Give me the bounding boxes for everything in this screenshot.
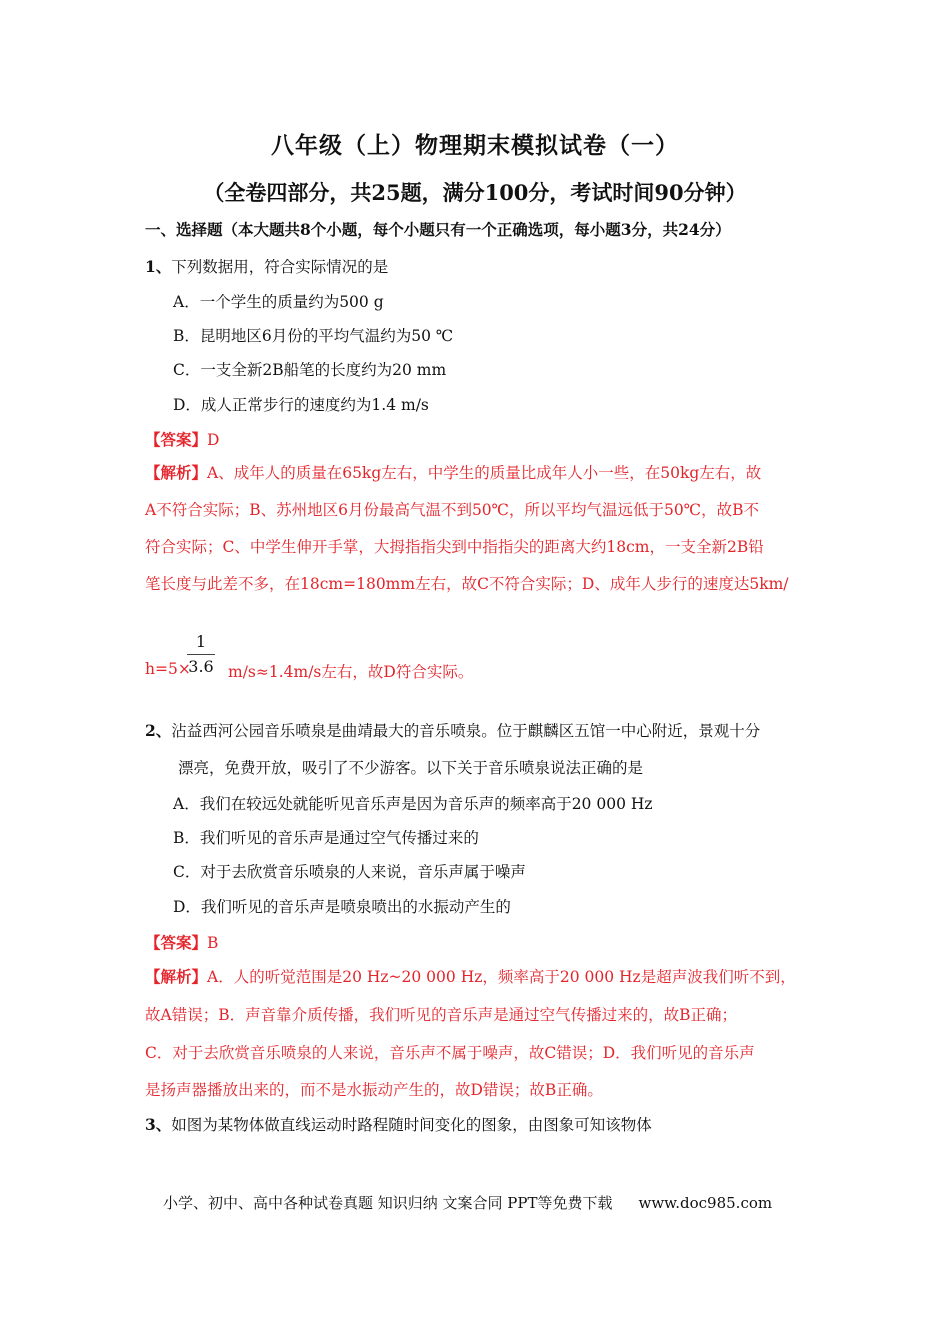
question-stem-cont: 漂亮，免费开放，吸引了不少游客。以下关于音乐喷泉说法正确的是 — [178, 759, 644, 777]
analysis-tag: 【解析】 — [145, 967, 208, 986]
answer-tag: 【答案】 — [145, 933, 208, 952]
analysis-1-line: 笔长度与此差不多，在18cm=180mm左右，故C不符合实际；D、成年人步行的速度达5km/ — [145, 575, 789, 593]
option-b: B．昆明地区6月份的平均气温约为50 ℃ — [173, 327, 454, 345]
question-number: 3、 — [145, 1115, 172, 1134]
fraction — [187, 632, 215, 677]
footer-url[interactable]: www.doc985.com — [638, 1194, 773, 1212]
answer-1 — [145, 428, 219, 450]
question-stem: 下列数据用，符合实际情况的是 — [171, 258, 389, 276]
analysis-tag: 【解析】 — [145, 463, 208, 482]
analysis-2-line — [145, 965, 796, 987]
formula-suffix: m/s≈1.4m/s左右，故D符合实际。 — [228, 663, 474, 681]
option-b: B．我们听见的音乐声是通过空气传播过来的 — [173, 829, 479, 847]
fraction-numerator: 1 — [195, 632, 207, 651]
page-subtitle: （全卷四部分，共25题，满分100分，考试时间90分钟） — [203, 180, 747, 205]
analysis-1-line: 符合实际；C、中学生伸开手掌，大拇指指尖到中指指尖的距离大约18cm，一支全新2B铅 — [145, 538, 764, 556]
section-heading: 一、选择题（本大题共8个小题，每个小题只有一个正确选项，每小题3分，共24分） — [145, 220, 731, 239]
fraction-denominator: 3.6 — [188, 657, 214, 676]
analysis-text: A．人的听觉范围是20 Hz~20 000 Hz，频率高于20 000 Hz是超声波我们听不到， — [207, 968, 796, 986]
question-stem: 沾益西河公园音乐喷泉是曲靖最大的音乐喷泉。位于麒麟区五馆一中心附近，景观十分 — [171, 722, 761, 740]
analysis-text: A、成年人的质量在65kg左右，中学生的质量比成年人小一些，在50kg左右，故 — [207, 464, 762, 482]
option-d: D．成人正常步行的速度约为1.4 m/s — [173, 396, 429, 414]
option-a: A．我们在较远处就能听见音乐声是因为音乐声的频率高于20 000 Hz — [173, 795, 653, 813]
question-3 — [145, 1113, 652, 1135]
answer-value: B — [207, 934, 219, 952]
answer-tag: 【答案】 — [145, 430, 208, 449]
analysis-1-line — [145, 461, 761, 483]
option-c: C．对于去欣赏音乐喷泉的人来说，音乐声属于噪声 — [173, 863, 526, 881]
formula-prefix: h=5× — [145, 660, 191, 678]
footer-text: 小学、初中、高中各种试卷真题 知识归纳 文案合同 PPT等免费下载 — [163, 1194, 613, 1212]
fraction-bar — [187, 654, 215, 655]
answer-2 — [145, 931, 218, 953]
analysis-1-line: A不符合实际；B、苏州地区6月份最高气温不到50℃，所以平均气温远低于50℃，故B不 — [145, 501, 759, 519]
page-footer — [163, 1192, 772, 1213]
analysis-2-line: 故A错误；B．声音靠介质传播，我们听见的音乐声是通过空气传播过来的，故B正确； — [145, 1006, 737, 1024]
question-2 — [145, 719, 760, 741]
page-title: 八年级（上）物理期末模拟试卷（一） — [271, 132, 679, 159]
option-c: C．一支全新2B船笔的长度约为20 mm — [173, 361, 447, 379]
question-number: 2、 — [145, 721, 172, 740]
option-a: A．一个学生的质量约为500 g — [173, 293, 384, 311]
analysis-2-line: 是扬声器播放出来的，而不是水振动产生的，故D错误；故B正确。 — [145, 1081, 603, 1099]
question-number: 1、 — [145, 257, 172, 276]
answer-value: D — [207, 431, 220, 449]
question-stem: 如图为某物体做直线运动时路程随时间变化的图象，由图象可知该物体 — [171, 1116, 652, 1134]
analysis-2-line: C．对于去欣赏音乐喷泉的人来说，音乐声不属于噪声，故C错误；D．我们听见的音乐声 — [145, 1044, 755, 1062]
option-d: D．我们听见的音乐声是喷泉喷出的水振动产生的 — [173, 898, 511, 916]
question-1 — [145, 255, 388, 277]
